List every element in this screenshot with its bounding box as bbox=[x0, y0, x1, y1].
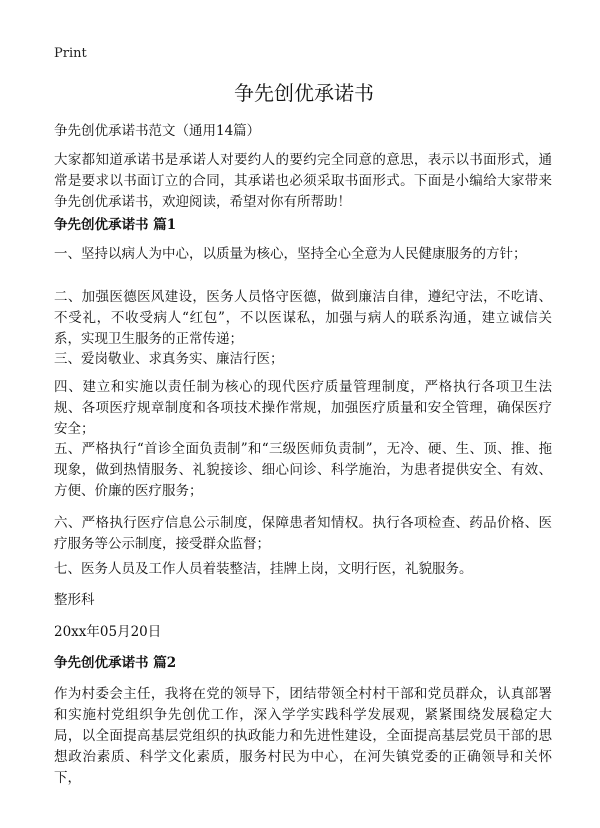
print-link[interactable]: Print bbox=[54, 46, 87, 61]
section-2-paragraph: 作为村委会主任，我将在党的领导下，团结带领全村村干部和党员群众，认真部署和实施村党组织争先创优工作，深入学学实践科学发展观，紧紧围绕发展稳定大局，以全面提高基层党组织的执政能力和先进性建设，全面提高基层党员干部的思想政治素质、科学文化素质，服务村民为中心，在河失镇党委的正确领导和关怀下， bbox=[54, 686, 552, 786]
signature-date: 20xx年05月20日 bbox=[54, 624, 162, 640]
document-subtitle: 争先创优承诺书范文（通用14篇） bbox=[54, 123, 261, 139]
section-1-item-6: 六、严格执行医疗信息公示制度，保障患者知情权。执行各项检查、药品价格、医疗服务等公示制度，接受群众监督； bbox=[54, 515, 552, 552]
section-2-heading: 争先创优承诺书 篇2 bbox=[54, 655, 177, 671]
intro-paragraph: 大家都知道承诺书是承诺人对要约人的要约完全同意的意思，表示以书面形式，通常是要求以书面订立的合同，其承诺也必须采取书面形式。下面是小编给大家带来争先创优承诺书，欢迎阅读，希望对你有所帮助！ bbox=[54, 152, 552, 210]
page-title: 争先创优承诺书 bbox=[234, 81, 374, 105]
section-1-heading: 争先创优承诺书 篇1 bbox=[54, 217, 177, 233]
section-1-item-7: 七、医务人员及工作人员着装整洁，挂牌上岗，文明行医，礼貌服务。 bbox=[54, 561, 473, 577]
signature-department: 整形科 bbox=[54, 592, 95, 608]
section-1-item-1: 一、坚持以病人为中心，以质量为核心，坚持全心全意为人民健康服务的方针； bbox=[54, 246, 527, 262]
section-1-item-3: 三、爱岗敬业、求真务实、廉洁行医； bbox=[54, 351, 284, 367]
section-1-item-5: 五、严格执行“首诊全面负责制”和“三级医师负责制”，无冷、硬、生、顶、推、拖现象，做到热情服务、礼貌接诊、细心问诊、科学施治，为患者提供安全、有效、方便、价廉的医疗服务； bbox=[54, 441, 552, 499]
section-1-item-4: 四、建立和实施以责任制为核心的现代医疗质量管理制度，严格执行各项卫生法规、各项医疗规章制度和各项技术操作常规，加强医疗质量和安全管理，确保医疗安全； bbox=[54, 379, 552, 437]
section-1-item-2: 二、加强医德医风建设，医务人员恪守医德，做到廉洁自律，遵纪守法，不吃请、不受礼，不收受病人“红包”，不以医谋私，加强与病人的联系沟通，建立诚信关系，实现卫生服务的正常传递； bbox=[54, 289, 552, 347]
